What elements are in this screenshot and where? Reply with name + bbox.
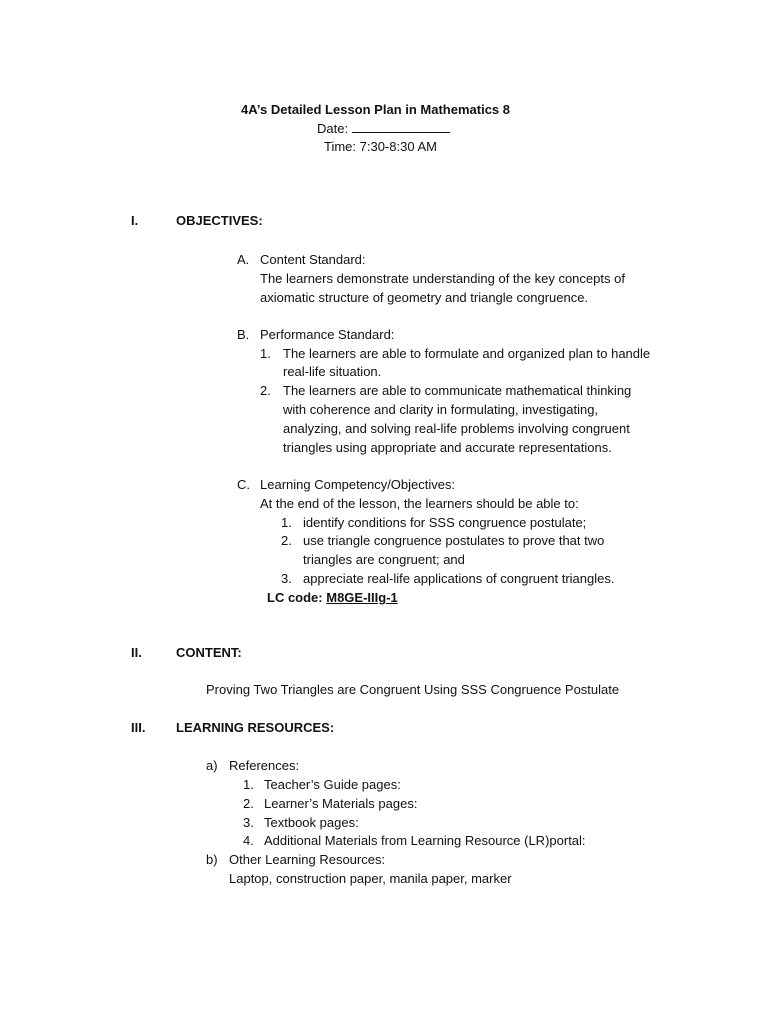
references-marker: a) (206, 758, 218, 773)
date-blank (352, 121, 450, 133)
performance-item-line: The learners are able to communicate mathematical thinking (283, 383, 632, 398)
competency-marker: C. (237, 477, 250, 492)
other-resources-text: Laptop, construction paper, manila paper, marker (229, 871, 512, 886)
competency-item-num: 2. (281, 533, 292, 548)
content-standard-title: Content Standard: (260, 252, 366, 267)
performance-item-line: analyzing, and solving real-life problems involving congruent (283, 421, 630, 436)
competency-item-num: 3. (281, 571, 292, 586)
performance-item-line: triangles using appropriate and accurate representations. (283, 440, 612, 455)
performance-item-line: with coherence and clarity in formulating, investigating, (283, 402, 599, 417)
other-resources-title: Other Learning Resources: (229, 852, 386, 867)
performance-standard-marker: B. (237, 327, 250, 342)
competency-item-line: appreciate real-life applications of congruent triangles. (303, 571, 615, 586)
reference-item-num: 3. (243, 815, 254, 830)
competency-item-num: 1. (281, 515, 292, 530)
section-title-content: CONTENT: (176, 645, 242, 660)
performance-item-line: The learners are able to formulate and organized plan to handle (283, 346, 651, 361)
competency-intro: At the end of the lesson, the learners should be able to: (260, 496, 579, 511)
section-num-content: II. (131, 645, 142, 660)
section-title-resources: LEARNING RESOURCES: (176, 720, 335, 735)
competency-item-line: use triangle congruence postulates to prove that two (303, 533, 605, 548)
lc-code-line (267, 590, 398, 606)
time-line: Time: 7:30-8:30 AM (324, 139, 437, 154)
reference-item-text: Textbook pages: (264, 815, 359, 830)
content-standard-line: axiomatic structure of geometry and triangle congruence. (260, 290, 589, 305)
reference-item-num: 2. (243, 796, 254, 811)
reference-item-text: Learner’s Materials pages: (264, 796, 418, 811)
document-title: 4A’s Detailed Lesson Plan in Mathematics 8 (241, 102, 511, 117)
section-title-objectives: OBJECTIVES: (176, 213, 263, 228)
date-label: Date: (317, 121, 349, 136)
reference-item-text: Teacher’s Guide pages: (264, 777, 401, 792)
lc-code-value: M8GE-IIIg-1 (326, 590, 398, 605)
section-num-resources: III. (131, 720, 146, 735)
content-standard-line: The learners demonstrate understanding of the key concepts of (260, 271, 625, 286)
performance-item-num: 1. (260, 346, 271, 361)
reference-item-num: 1. (243, 777, 254, 792)
performance-item-num: 2. (260, 383, 271, 398)
section-num-objectives: I. (131, 213, 139, 228)
performance-item-line: real-life situation. (283, 364, 382, 379)
reference-item-text: Additional Materials from Learning Resource (LR)portal: (264, 833, 586, 848)
references-title: References: (229, 758, 300, 773)
performance-standard-title: Performance Standard: (260, 327, 395, 342)
competency-item-line: triangles are congruent; and (303, 552, 465, 567)
content-text: Proving Two Triangles are Congruent Using SSS Congruence Postulate (206, 682, 620, 697)
other-resources-marker: b) (206, 852, 218, 867)
date-line (317, 121, 450, 137)
content-standard-marker: A. (237, 252, 250, 267)
lc-code-label: LC code: (267, 590, 323, 605)
competency-item-line: identify conditions for SSS congruence postulate; (303, 515, 587, 530)
competency-title: Learning Competency/Objectives: (260, 477, 456, 492)
reference-item-num: 4. (243, 833, 254, 848)
